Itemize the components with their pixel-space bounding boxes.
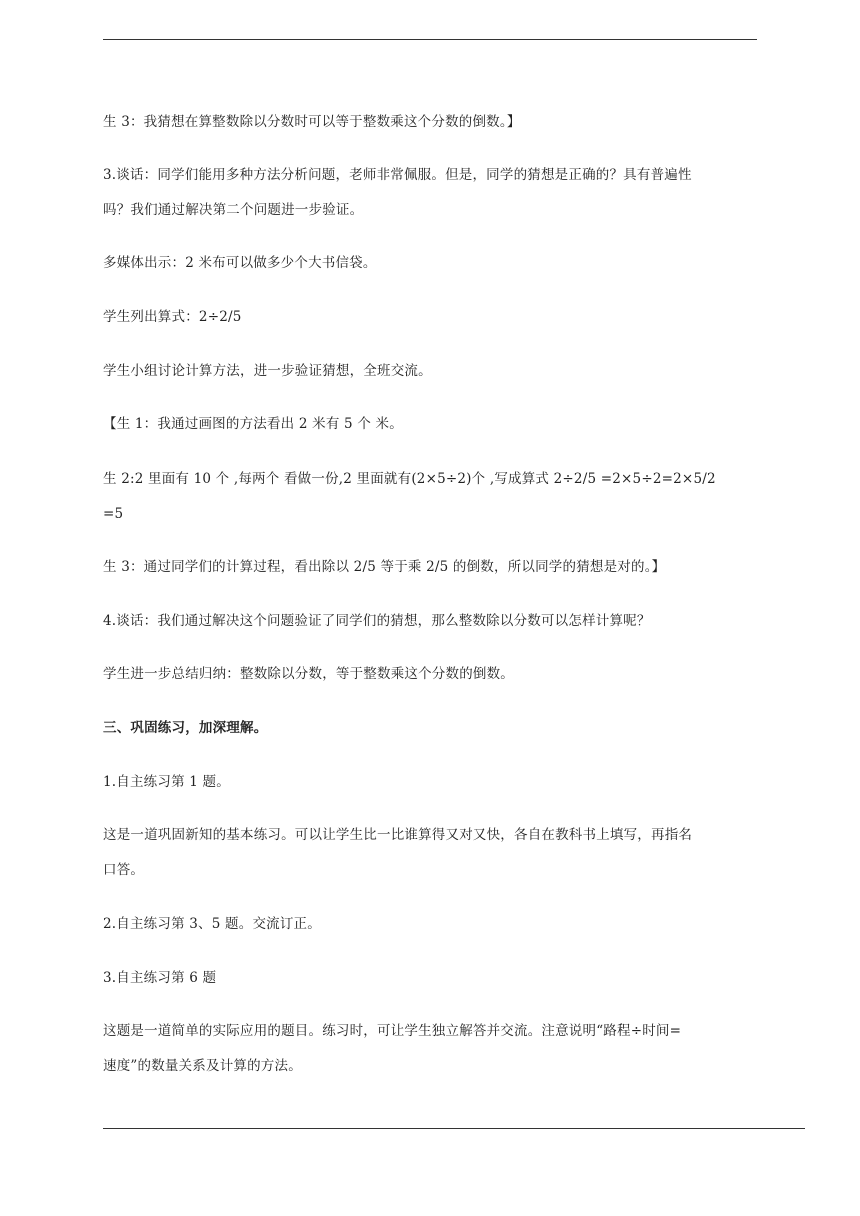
paragraph-talk3-line1: 3.谈话：同学们能用多种方法分析问题，老师非常佩服。但是，同学的猜想是正确的？具有普遍性 <box>103 167 692 183</box>
paragraph-exercise6: 3.自主练习第 6 题 <box>103 970 217 986</box>
paragraph-multimedia: 多媒体出示：2 米布可以做多少个大书信袋。 <box>103 255 377 271</box>
paragraph-exercise1: 1.自主练习第 1 题。 <box>103 774 230 790</box>
paragraph-group-discussion: 学生小组讨论计算方法，进一步验证猜想，全班交流。 <box>103 363 432 379</box>
header-rule <box>103 39 757 40</box>
paragraph-exercise6-desc-line1: 这题是一道简单的实际应用的题目。练习时，可让学生独立解答并交流。注意说明“路程÷时间= <box>103 1023 682 1039</box>
paragraph-formula: 学生列出算式：2÷2/5 <box>103 309 242 325</box>
paragraph-talk3-line2: 吗？我们通过解决第二个问题进一步验证。 <box>103 202 364 218</box>
paragraph-student2-line1: 生 2:2 里面有 10 个 ,每两个 看做一份,2 里面就有(2×5÷2)个 ,写成算式 2÷2/5 =2×5÷2=2×5/2 <box>103 471 716 487</box>
paragraph-student3-conclusion: 生 3：通过同学们的计算过程，看出除以 2/5 等于乘 2/5 的倒数，所以同学的猜想是对的。】 <box>103 559 666 575</box>
paragraph-exercise6-desc-line2: 速度”的数量关系及计算的方法。 <box>103 1058 302 1074</box>
paragraph-student1: 【生 1：我通过画图的方法看出 2 米有 5 个 米。 <box>103 416 403 432</box>
footer-rule <box>103 1128 805 1129</box>
paragraph-talk4: 4.谈话：我们通过解决这个问题验证了同学们的猜想，那么整数除以分数可以怎样计算呢？ <box>103 613 651 629</box>
paragraph-exercise3-5: 2.自主练习第 3、5 题。交流订正。 <box>103 916 321 932</box>
section-heading-practice: 三、巩固练习，加深理解。 <box>103 720 268 736</box>
paragraph-student3-guess: 生 3：我猜想在算整数除以分数时可以等于整数乘这个分数的倒数。】 <box>103 114 521 130</box>
paragraph-student2-line2: =5 <box>103 506 124 522</box>
paragraph-summary: 学生进一步总结归纳：整数除以分数，等于整数乘这个分数的倒数。 <box>103 666 514 682</box>
paragraph-exercise1-desc-line2: 口答。 <box>103 862 145 878</box>
paragraph-exercise1-desc-line1: 这是一道巩固新知的基本练习。可以让学生比一比谁算得又对又快，各自在教科书上填写，再指名 <box>103 827 693 843</box>
